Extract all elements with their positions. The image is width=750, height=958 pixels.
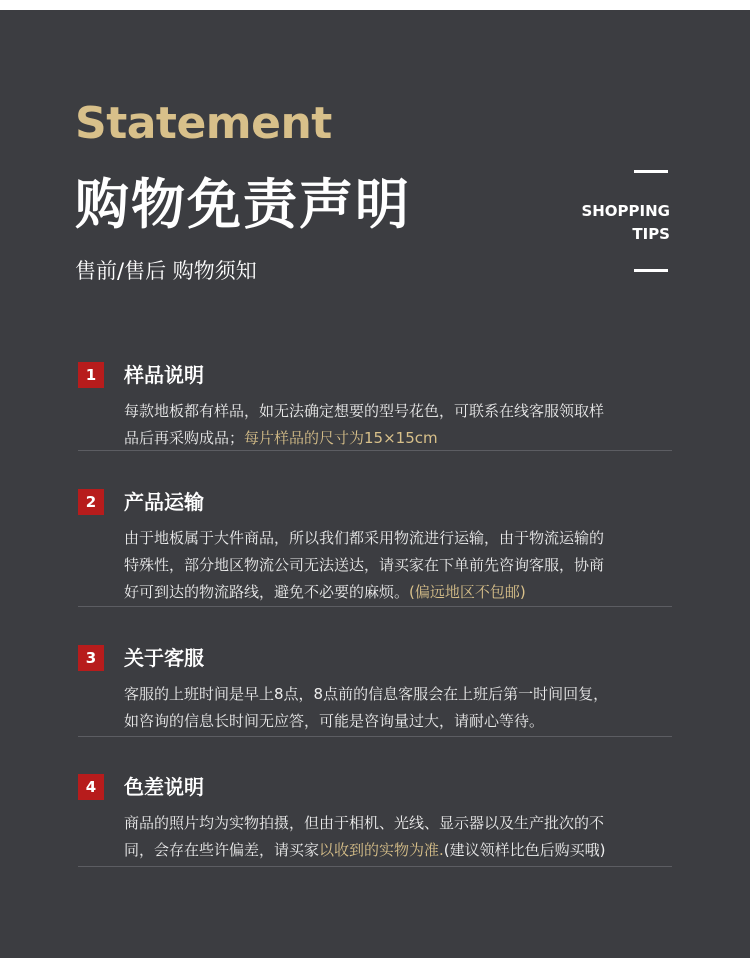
tips-divider-top	[634, 170, 668, 173]
section-text-line	[124, 837, 672, 864]
section-divider	[78, 450, 672, 451]
section-text-line: 由于地板属于大件商品，所以我们都采用物流进行运输，由于物流运输的	[124, 529, 605, 547]
text-plain: 同，会存在些许偏差，请买家	[124, 841, 320, 859]
section-text-line: 商品的照片均为实物拍摄，但由于相机、光线、显示器以及生产批次的不	[124, 814, 605, 832]
section-title: 样品说明	[124, 363, 204, 387]
text-highlight: 每片样品的尺寸为15×15cm	[244, 429, 438, 447]
section-number-badge: 2	[78, 489, 104, 515]
tips-divider-bottom	[634, 269, 668, 272]
section-title: 产品运输	[124, 490, 204, 514]
page-subtitle: 售前/售后 购物须知	[75, 259, 257, 283]
section-shipping	[78, 487, 672, 606]
text-plain: 品后再采购成品；	[124, 429, 245, 447]
section-text-line: 客服的上班时间是早上8点，8点前的信息客服会在上班后第一时间回复，	[124, 685, 609, 703]
section-customer-service	[78, 643, 672, 735]
section-text	[124, 525, 672, 606]
statement-heading: Statement	[75, 98, 332, 149]
tips-line-2: TIPS	[632, 225, 670, 243]
text-highlight: 以收到的实物为准.	[319, 841, 444, 859]
text-plain: (建议领样比色后购买哦)	[443, 841, 606, 859]
section-text-line	[124, 579, 672, 606]
section-title: 色差说明	[124, 775, 204, 799]
section-number-badge: 4	[78, 774, 104, 800]
tips-line-1: SHOPPING	[581, 202, 670, 220]
section-text-line: 如咨询的信息长时间无应答，可能是咨询量过大，请耐心等待。	[124, 712, 545, 730]
section-divider	[78, 606, 672, 607]
shopping-tips-label	[581, 200, 670, 246]
section-divider	[78, 736, 672, 737]
section-text	[124, 810, 672, 864]
section-color-difference	[78, 772, 672, 864]
text-plain: 好可到达的物流路线，避免不必要的麻烦。	[124, 583, 410, 601]
section-number-badge: 1	[78, 362, 104, 388]
page-title: 购物免责声明	[75, 173, 411, 236]
section-text	[124, 398, 672, 452]
section-text-line: 特殊性，部分地区物流公司无法送达，请买家在下单前先咨询客服，协商	[124, 556, 605, 574]
section-sample	[78, 360, 672, 452]
section-title: 关于客服	[124, 646, 204, 670]
section-text	[124, 681, 672, 735]
section-number-badge: 3	[78, 645, 104, 671]
section-text-line: 每款地板都有样品，如无法确定想要的型号花色，可联系在线客服领取样	[124, 402, 605, 420]
section-text-line	[124, 425, 672, 452]
text-highlight: (偏远地区不包邮)	[409, 583, 526, 601]
section-divider	[78, 866, 672, 867]
